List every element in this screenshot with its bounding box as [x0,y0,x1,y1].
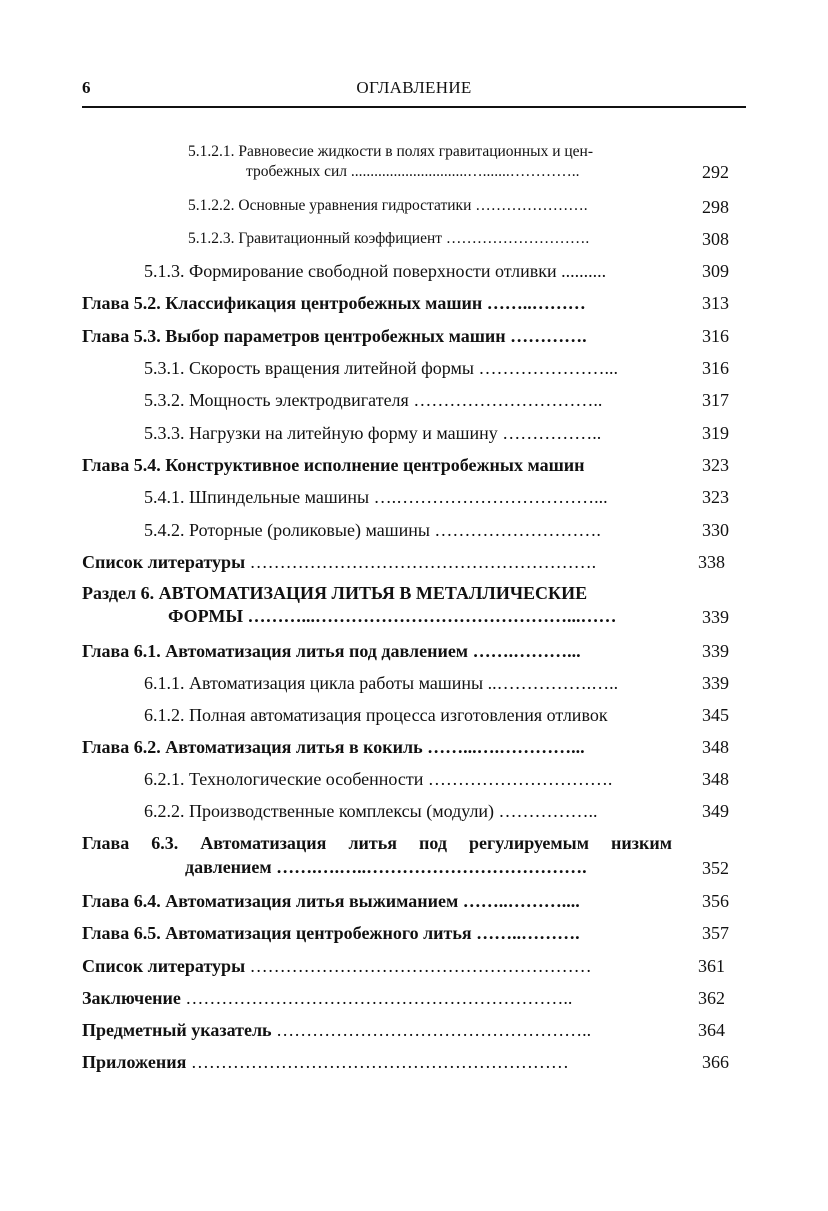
toc-entry-title-line2: ФОРМЫ ………...……………………………………...…… [168,606,617,626]
toc-entry-page: 313 [702,293,729,313]
toc-entry-page: 316 [702,326,729,346]
toc-entry-5-1-2-2[interactable]: 5.1.2.2. Основные уравнения гидростатики …………………. [188,197,588,214]
toc-entry-label: Заключение [82,988,181,1008]
toc-entry-page: 308 [702,229,729,249]
toc-leader-dots: ………………………………………………… [245,956,592,976]
header-rule [82,106,746,108]
toc-entry-conclusion[interactable] [82,987,572,1010]
toc-word: литья [348,833,398,853]
toc-entry-subject-index[interactable] [82,1019,591,1042]
toc-entry-page: 323 [702,455,729,475]
toc-entry-5-3-2[interactable]: 5.3.2. Мощность электродвигателя ………………………….. [144,390,603,410]
toc-entry-page: 357 [702,923,729,943]
toc-entry-title-line2: давлением …….….…..………………………………. [185,857,587,877]
toc-entry-title [82,552,596,572]
page-number: 6 [82,78,91,97]
toc-entry-page: 348 [702,769,729,789]
toc-entry-page: 348 [702,737,729,757]
toc-entry-label: Приложения [82,1052,187,1072]
toc-entry-page: 323 [702,487,729,507]
toc-entry-chapter-5-2[interactable]: Глава 5.2. Классификация центробежных машин ……..……… [82,293,586,313]
toc-entry-page: 338 [698,552,725,572]
toc-entry-page: 292 [702,162,729,182]
toc-word: Глава [82,833,130,853]
toc-entry-6-2-1[interactable]: 6.2.1. Технологические особенности …………………………. [144,769,613,789]
toc-word: 6.3. [151,833,179,853]
toc-entry-6-2-2[interactable]: 6.2.2. Производственные комплексы (модули) …………….. [144,801,598,821]
toc-entry-page: 364 [698,1020,725,1040]
toc-entry-appendices[interactable] [82,1051,569,1074]
toc-word: под [419,833,447,853]
toc-word: Автоматизация [200,833,327,853]
toc-entry-page: 339 [702,641,729,661]
toc-entry-title-line1: Раздел 6. АВТОМАТИЗАЦИЯ ЛИТЬЯ В МЕТАЛЛИЧЕСКИЕ [82,583,588,603]
toc-entry-page: 309 [702,261,729,281]
toc-entry-5-4-2[interactable]: 5.4.2. Роторные (роликовые) машины ………………………. [144,520,601,540]
toc-entry-label: Список литературы [82,956,246,976]
toc-entry-page: 330 [702,520,729,540]
toc-entry-6-1-2[interactable]: 6.1.2. Полная автоматизация процесса изготовления отливок [144,705,608,725]
toc-entry-page: 366 [702,1052,729,1072]
toc-entry-page: 352 [702,858,729,878]
toc-leader-dots: …………………………………………………. [245,552,597,572]
toc-entry-page: 319 [702,423,729,443]
toc-entry-5-1-2-3[interactable]: 5.1.2.3. Гравитационный коэффициент ………………………. [188,230,590,247]
toc-entry-title-line2: тробежных сил ..............................….......………….. [246,163,580,180]
toc-entry-references-5[interactable] [82,551,596,574]
toc-entry-chapter-6-1[interactable]: Глава 6.1. Автоматизация литья под давлением …….………... [82,641,581,661]
toc-entry-page: 345 [702,705,729,725]
toc-leader-dots: …………………………………………….. [271,1020,592,1040]
toc-entry-page: 349 [702,801,729,821]
toc-entry-chapter-6-4[interactable]: Глава 6.4. Автоматизация литья выжиманием ……..……….... [82,891,580,911]
toc-entry-chapter-5-4[interactable]: Глава 5.4. Конструктивное исполнение центробежных машин [82,455,585,475]
toc-word: регулируемым [469,833,589,853]
toc-entry-label: Список литературы [82,552,246,572]
toc-word: низким [611,833,672,853]
toc-entry-chapter-6-3[interactable] [82,832,672,879]
toc-entry-page: 356 [702,891,729,911]
toc-entry-chapter-6-5[interactable]: Глава 6.5. Автоматизация центробежного литья ……..………. [82,923,580,943]
toc-entry-chapter-6-2[interactable]: Глава 6.2. Автоматизация литья в кокиль ……...….…………... [82,737,585,757]
running-title: ОГЛАВЛЕНИЕ [356,78,472,97]
toc-entry-5-4-1[interactable]: 5.4.1. Шпиндельные машины ….……………………………... [144,487,608,507]
toc-entry-section-6[interactable] [82,582,617,628]
toc-entry-page: 339 [702,673,729,693]
running-header [82,76,746,102]
toc-entry-5-1-3[interactable]: 5.1.3. Формирование свободной поверхности отливки .......... [144,261,607,281]
toc-leader-dots: ……………………………………………………… [186,1052,569,1072]
toc-entry-chapter-5-3[interactable]: Глава 5.3. Выбор параметров центробежных машин …………. [82,326,587,346]
toc-entry-page: 361 [698,956,725,976]
toc-entry-title [82,956,592,976]
toc-entry-page: 362 [698,988,725,1008]
toc-entry-title-line1: 5.1.2.1. Равновесие жидкости в полях гравитационных и цен- [188,143,593,160]
toc-entry-label: Предметный указатель [82,1020,272,1040]
toc-entry-6-1-1[interactable]: 6.1.1. Автоматизация цикла работы машины ..…………….….. [144,673,619,693]
toc-entry-5-3-3[interactable]: 5.3.3. Нагрузки на литейную форму и машину …………….. [144,423,602,443]
toc-entry-5-1-2-1[interactable] [188,142,593,182]
toc-entry-page: 298 [702,197,729,217]
toc-entry-title-line1 [82,832,672,855]
toc-entry-page: 317 [702,390,729,410]
toc-entry-page: 316 [702,358,729,378]
toc-leader-dots: ……………………………………………………….. [180,988,573,1008]
toc-entry-5-3-1[interactable]: 5.3.1. Скорость вращения литейной формы …………………... [144,358,618,378]
toc-entry-references-6[interactable] [82,955,592,978]
toc-entry-page: 339 [702,607,729,627]
